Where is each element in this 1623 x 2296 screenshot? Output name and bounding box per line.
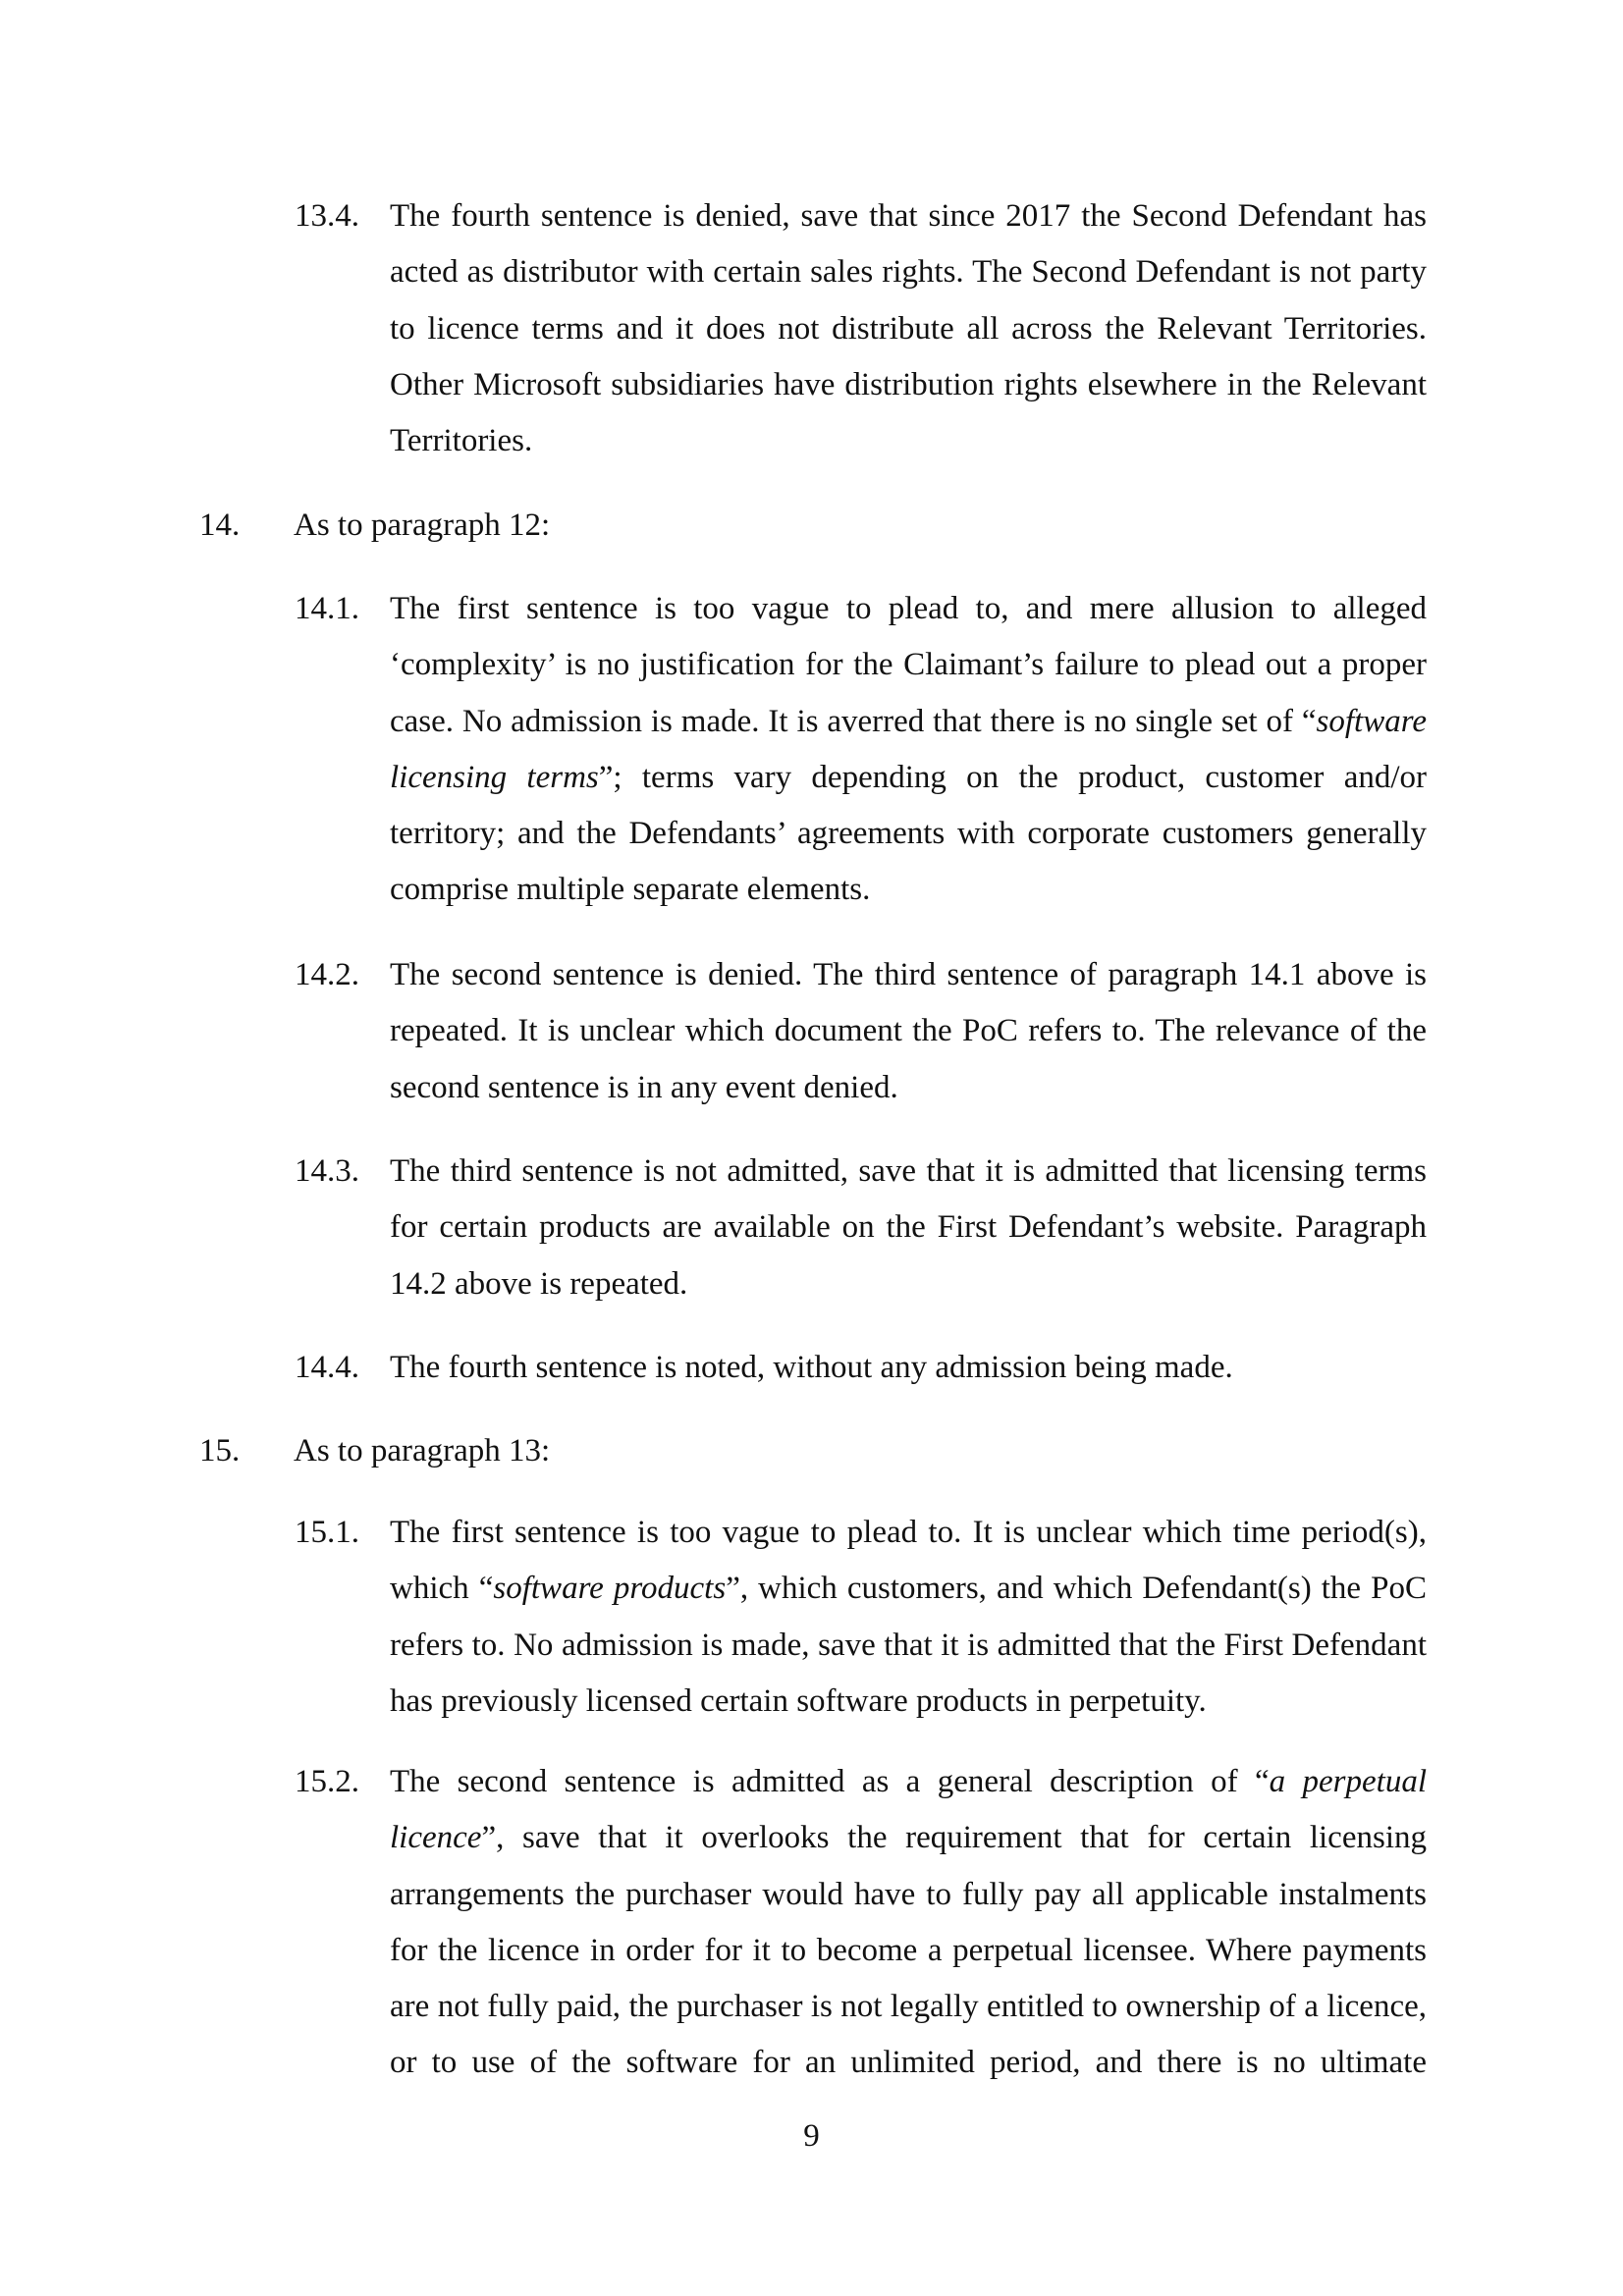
paragraph-number: 15. [199, 1433, 241, 1468]
paragraph-number: 15.1. [295, 1515, 359, 1550]
paragraph-heading [294, 1423, 1427, 1479]
paragraph-number: 15.2. [295, 1764, 359, 1799]
text-segment: As to paragraph 12: [294, 507, 551, 543]
paragraph-number: 14.3. [295, 1153, 359, 1189]
text-segment: The third sentence is not admitted, save that it is admitted that licensing terms for certain products are available on the First Defendant’s website. Paragraph 14.2 above is repeated. [390, 1153, 1427, 1302]
page-number: 9 [803, 2118, 820, 2154]
paragraph-text [390, 1340, 1427, 1396]
paragraph-text [390, 188, 1427, 469]
paragraph-text [390, 1144, 1427, 1312]
text-segment: The second sentence is denied. The third sentence of paragraph 14.1 above is repeated. It is unclear which document the PoC refers to. The relevance of the second sentence is in any event denied. [390, 957, 1427, 1105]
text-segment: The first sentence is too vague to plead to, and mere allusion to alleged ‘complexity’ is no justification for the Claimant’s failure to plead out a proper case. No admission is made. It is averred that there is no single set of “ [390, 591, 1427, 739]
paragraph-number: 13.4. [295, 198, 359, 234]
paragraph-text [390, 1505, 1427, 1730]
paragraph-number: 14.2. [295, 957, 359, 992]
text-segment: As to paragraph 13: [294, 1433, 551, 1468]
paragraph-number: 14.4. [295, 1350, 359, 1385]
paragraph-number: 14.1. [295, 591, 359, 626]
text-segment: The second sentence is admitted as a general description of “ [390, 1764, 1270, 1799]
text-segment: ”, which customers, and which Defendant(s) the PoC refers to. No admission is made, save that it is admitted that the First Defendant has previously licensed certain software products in perpetuity. [390, 1571, 1428, 1719]
text-segment: The first sentence is too vague to plead to. It is unclear which time period(s), which “ [390, 1515, 1427, 1607]
paragraph-text [390, 581, 1427, 919]
text-segment: ”; terms vary depending on the product, customer and/or territory; and the Defendants’ agreements with corporate customers generally comprise multiple separate elements. [390, 759, 1427, 908]
paragraph-text [390, 1754, 1427, 2092]
text-segment: The fourth sentence is denied, save that since 2017 the Second Defendant has acted as distributor with certain sales rights. The Second Defendant is not party to licence terms and it does not distribute all across the Relevant Territories. Other Microsoft subsidiaries have distribution rights elsewhere in the Relevant Territories. [390, 198, 1427, 459]
paragraph-heading [294, 498, 1427, 554]
paragraph-number: 14. [199, 507, 241, 543]
paragraph-text [390, 947, 1427, 1116]
text-segment: ”, save that it overlooks the requirement that for certain licensing arrangements the purchaser would have to fully pay all applicable instalments for the licence in order for it to become a perpetual licensee. Where payments are not fully paid, the purchaser is not legally entitled to ownership of a licence, or to use of the software for an unlimited period, and there is no ultimate [390, 1820, 1427, 2081]
italic-term: a perpetual licence [390, 1764, 1427, 1856]
text-segment: The fourth sentence is noted, without any admission being made. [390, 1350, 1233, 1385]
italic-term: software products [493, 1571, 727, 1607]
italic-term: software licensing terms [390, 703, 1427, 795]
